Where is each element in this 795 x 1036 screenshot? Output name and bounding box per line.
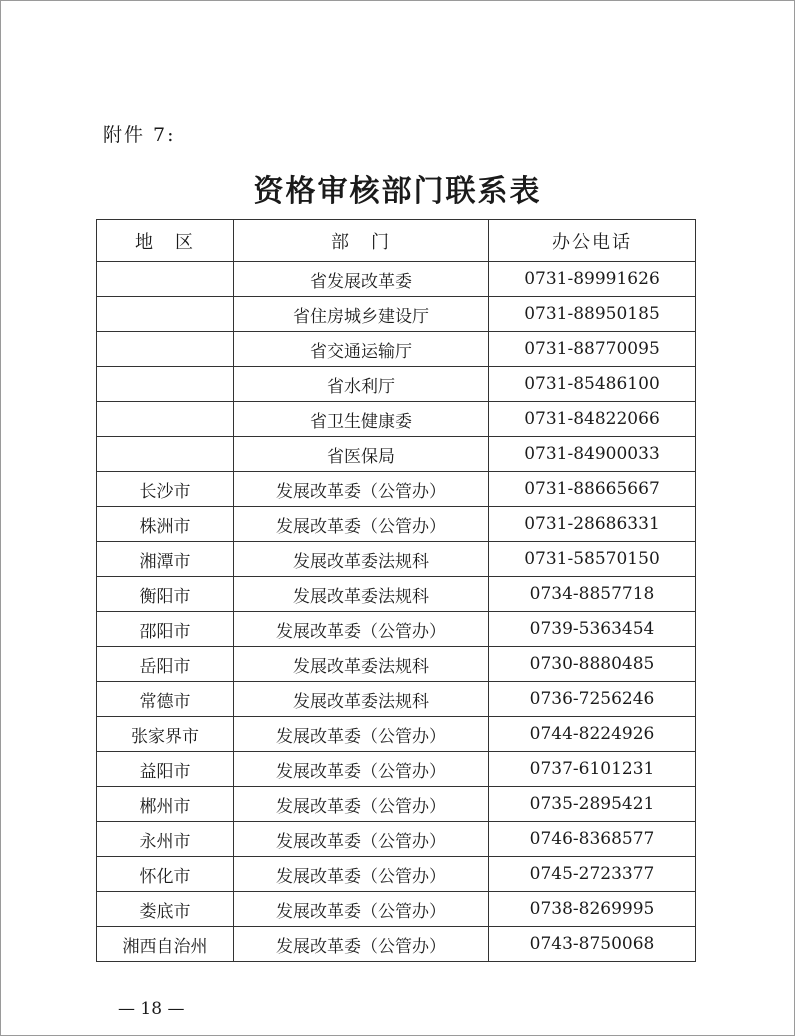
table-row [97,577,696,612]
department-cell: 发展改革委法规科 [234,542,489,577]
header-department: 部 门 [234,220,489,262]
department-cell: 发展改革委法规科 [234,577,489,612]
department-cell: 省发展改革委 [234,262,489,297]
phone-cell: 0737-6101231 [489,752,696,787]
table-row [97,332,696,367]
department-cell: 发展改革委（公管办） [234,717,489,752]
department-cell: 发展改革委（公管办） [234,822,489,857]
department-cell: 发展改革委（公管办） [234,892,489,927]
region-cell [97,262,234,297]
table-row [97,857,696,892]
region-cell: 郴州市 [97,787,234,822]
table-row [97,262,696,297]
region-cell: 永州市 [97,822,234,857]
contact-table [96,219,696,962]
region-cell: 益阳市 [97,752,234,787]
table-row [97,682,696,717]
phone-cell: 0745-2723377 [489,857,696,892]
table-row [97,822,696,857]
region-cell [97,367,234,402]
phone-cell: 0743-8750068 [489,927,696,962]
table-row [97,612,696,647]
region-cell: 长沙市 [97,472,234,507]
region-cell [97,437,234,472]
department-cell: 发展改革委法规科 [234,647,489,682]
phone-cell: 0731-89991626 [489,262,696,297]
region-cell: 岳阳市 [97,647,234,682]
table-row [97,367,696,402]
region-cell: 娄底市 [97,892,234,927]
phone-cell: 0731-84900033 [489,437,696,472]
department-cell: 省住房城乡建设厅 [234,297,489,332]
department-cell: 发展改革委法规科 [234,682,489,717]
region-cell: 张家界市 [97,717,234,752]
department-cell: 发展改革委（公管办） [234,752,489,787]
region-cell [97,402,234,437]
department-cell: 省水利厅 [234,367,489,402]
phone-cell: 0746-8368577 [489,822,696,857]
page-number: — 18 — [118,999,185,1019]
table-row [97,752,696,787]
table-row [97,402,696,437]
region-cell: 常德市 [97,682,234,717]
department-cell: 发展改革委（公管办） [234,507,489,542]
table-row [97,892,696,927]
department-cell: 发展改革委（公管办） [234,857,489,892]
department-cell: 发展改革委（公管办） [234,787,489,822]
table-row [97,927,696,962]
department-cell: 发展改革委（公管办） [234,472,489,507]
attachment-label: 附件 7: [103,124,176,146]
department-cell: 省医保局 [234,437,489,472]
table-row [97,542,696,577]
phone-cell: 0731-88770095 [489,332,696,367]
table-row [97,472,696,507]
table-row [97,437,696,472]
phone-cell: 0744-8224926 [489,717,696,752]
table-body [97,262,696,962]
table-row [97,717,696,752]
phone-cell: 0734-8857718 [489,577,696,612]
page-title: 资格审核部门联系表 [253,174,542,209]
region-cell: 衡阳市 [97,577,234,612]
table-row [97,647,696,682]
phone-cell: 0739-5363454 [489,612,696,647]
region-cell: 湘潭市 [97,542,234,577]
phone-cell: 0731-88665667 [489,472,696,507]
phone-cell: 0731-85486100 [489,367,696,402]
department-cell: 发展改革委（公管办） [234,612,489,647]
region-cell: 邵阳市 [97,612,234,647]
table-row [97,787,696,822]
region-cell: 株洲市 [97,507,234,542]
phone-cell: 0731-28686331 [489,507,696,542]
header-region: 地 区 [97,220,234,262]
phone-cell: 0730-8880485 [489,647,696,682]
phone-cell: 0735-2895421 [489,787,696,822]
phone-cell: 0731-88950185 [489,297,696,332]
phone-cell: 0736-7256246 [489,682,696,717]
table-row [97,297,696,332]
department-cell: 省卫生健康委 [234,402,489,437]
region-cell [97,297,234,332]
region-cell: 怀化市 [97,857,234,892]
phone-cell: 0731-84822066 [489,402,696,437]
table-row [97,507,696,542]
header-phone: 办公电话 [489,220,696,262]
department-cell: 省交通运输厅 [234,332,489,367]
department-cell: 发展改革委（公管办） [234,927,489,962]
region-cell: 湘西自治州 [97,927,234,962]
phone-cell: 0731-58570150 [489,542,696,577]
phone-cell: 0738-8269995 [489,892,696,927]
table-header-row [97,220,696,262]
region-cell [97,332,234,367]
